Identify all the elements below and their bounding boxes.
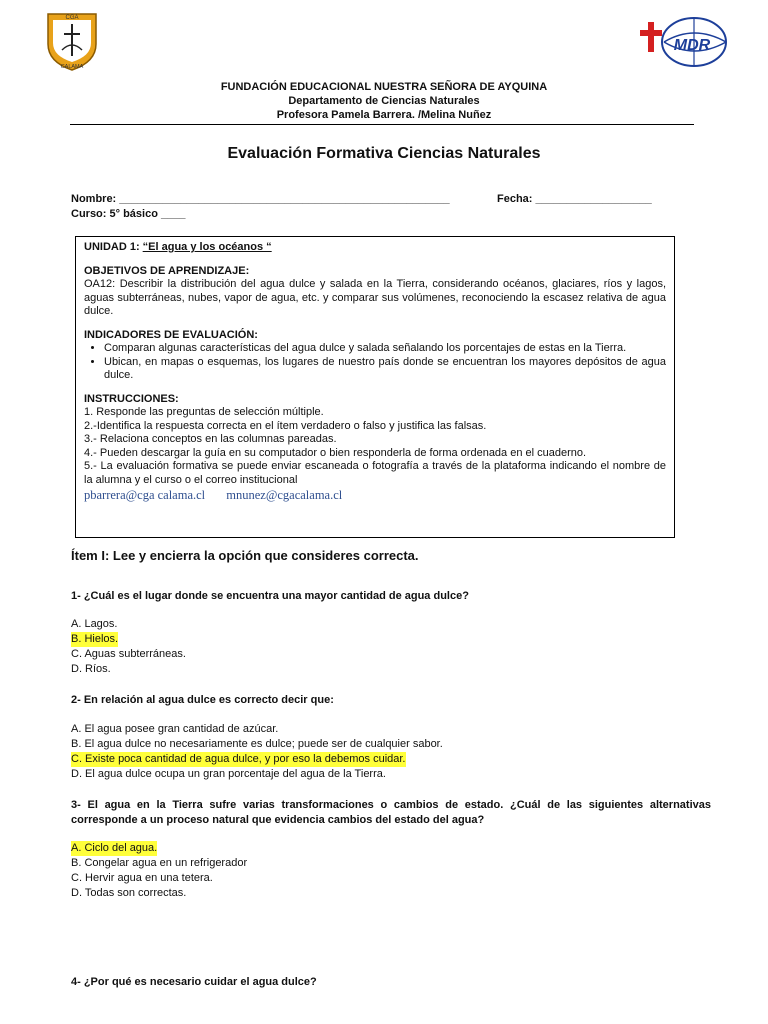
objectives-text: OA12: Describir la distribución del agua dulce y salada en la Tierra, considerando océanos, glaciares, ríos y lagos, aguas subterráneas, nubes, vapor de agua, etc. y comparar sus volúmenes, reconociendo la escasez relativa de agua dulce. [84, 278, 666, 317]
instruction-item: 5.- La evaluación formativa se puede enviar escaneada o fotografía a través de la plataforma indicando el nombre de la alumna y el curso o el correo institucional [84, 460, 666, 486]
instruction-item: 2.-Identifica la respuesta correcta en el ítem verdadero o falso y justifica las falsas. [84, 419, 487, 432]
email-link-mnunez[interactable]: mnunez@cgacalama.cl [226, 488, 343, 502]
question-2: 2- En relación al agua dulce es correcto decir que: [71, 694, 334, 706]
objectives-title: OBJETIVOS DE APRENDIZAJE: [84, 264, 250, 277]
instruction-item: 1. Responde las preguntas de selección múltiple. [84, 406, 324, 418]
question-3: 3- El agua en la Tierra sufre varias transformaciones o cambios de estado. ¿Cuál de las siguientes alternativas corresponde a un proceso natural que evidencia cambios del estado del agua? [71, 799, 711, 826]
option-3a-highlighted: A. Ciclo del agua. [71, 842, 158, 854]
teacher-names: Profesora Pamela Barrera. /Melina Nuñez [276, 109, 492, 121]
institution-name: FUNDACIÓN EDUCACIONAL NUESTRA SEÑORA DE AYQUINA [220, 81, 548, 93]
date-field: Fecha: ___________________ [497, 193, 652, 205]
indicators-list [84, 342, 666, 383]
item-title: Ítem I: Lee y encierra la opción que consideres correcta. [71, 548, 419, 563]
mdr-logo [638, 16, 730, 70]
option-1d: D. Ríos. [71, 663, 111, 675]
option-3c: C. Hervir agua en una tetera. [71, 872, 213, 884]
option-1b-highlighted: B. Hielos. [71, 633, 119, 645]
department-name: Departamento de Ciencias Naturales [288, 95, 480, 107]
option-3b: B. Congelar agua en un refrigerador [71, 857, 248, 869]
email-line [84, 489, 666, 503]
header-divider [70, 124, 694, 125]
option-2b: B. El agua dulce no necesariamente es dulce; puede ser de cualquier sabor. [71, 738, 443, 750]
page-title: Evaluación Formativa Ciencias Naturales [227, 145, 541, 162]
email-link-pbarrera[interactable]: pbarrera@cga calama.cl [84, 488, 206, 502]
option-1c: C. Aguas subterráneas. [71, 648, 186, 660]
question-4: 4- ¿Por qué es necesario cuidar el agua dulce? [71, 976, 317, 988]
indicator-item: • Ubican, en mapas o esquemas, los lugares de nuestro país donde se encuentran los mayores depósitos de agua dulce. [104, 356, 666, 383]
option-3d: D. Todas son correctas. [71, 887, 187, 899]
name-field: Nombre: ______________________________________________________ [71, 193, 450, 205]
indicators-title: INDICADORES DE EVALUACIÓN: [84, 328, 258, 341]
mdr-logo-text: MDR [673, 37, 711, 54]
instructions-title: INSTRUCCIONES: [84, 392, 179, 405]
instruction-item: 3.- Relaciona conceptos en las columnas pareadas. [84, 433, 337, 445]
school-logo [44, 10, 100, 72]
unit-name: “El agua y los océanos “ [142, 241, 272, 253]
option-2d: D. El agua dulce ocupa un gran porcentaje del agua de la Tierra. [71, 768, 386, 780]
unit-label: UNIDAD 1: [84, 241, 143, 253]
question-1: 1- ¿Cuál es el lugar donde se encuentra una mayor cantidad de agua dulce? [71, 590, 469, 602]
logo-text-bottom: CALAMA [60, 64, 84, 70]
logo-text-top: CGA [65, 15, 79, 21]
course-field: Curso: 5° básico ____ [71, 208, 186, 220]
info-box [75, 236, 675, 538]
instruction-item: 4.- Pueden descargar la guía en su computador o bien responderla de forma ordenada en el cuaderno. [84, 446, 587, 459]
unit-heading [84, 241, 666, 255]
option-2a: A. El agua posee gran cantidad de azúcar. [71, 723, 279, 735]
indicator-item: • Comparan algunas características del agua dulce y salada señalando los porcentajes de estas en la Tierra. [104, 342, 666, 356]
option-2c-highlighted: C. Existe poca cantidad de agua dulce, y por eso la debemos cuidar. [71, 753, 406, 765]
option-1a: A. Lagos. [71, 618, 118, 630]
